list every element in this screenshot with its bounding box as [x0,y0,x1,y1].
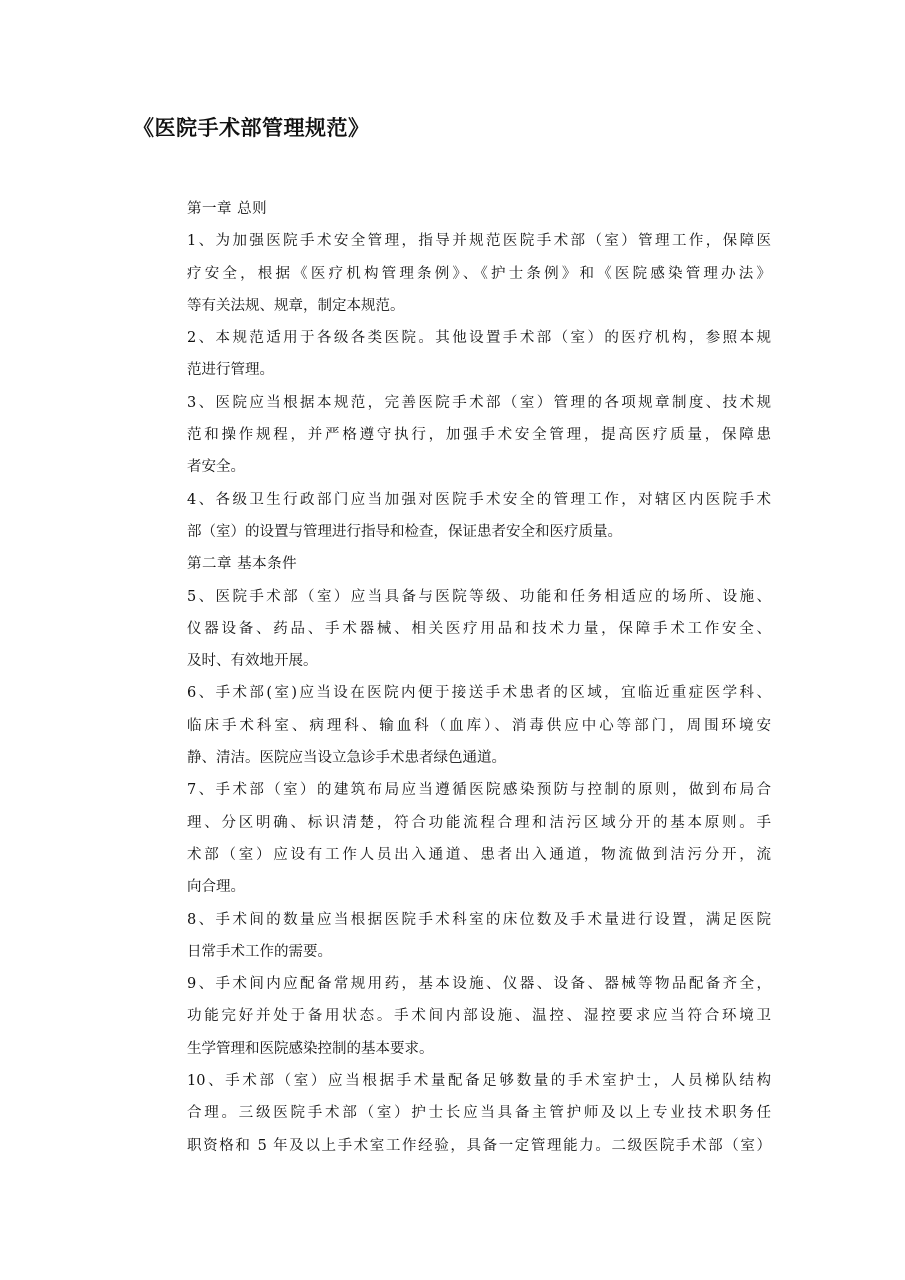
text-line: 部（室）的设置与管理进行指导和检查，保证患者安全和医疗质量。 [187,523,622,540]
chapter-heading: 第一章 总则 [187,201,268,217]
text-line: 2、本规范适用于各级各类医院。其他设置手术部（室）的医疗机构，参照本规 [187,330,771,347]
chapter-heading: 第二章 基本条件 [187,556,298,573]
text-line: 功能完好并处于备用状态。手术间内部设施、温控、湿控要求应当符合环境卫 [187,1008,771,1025]
document-body [187,193,771,1162]
text-line: 仪器设备、药品、手术器械、相关医疗用品和技术力量，保障手术工作安全、 [187,620,771,637]
text-line: 理、分区明确、标识清楚，符合功能流程合理和洁污区域分开的基本原则。手 [187,814,771,831]
text-line: 6、手术部(室)应当设在医院内便于接送手术患者的区域，宜临近重症医学科、 [187,685,771,702]
text-line: 及时、有效地开展。 [187,653,318,670]
text-line: 等有关法规、规章，制定本规范。 [187,297,405,314]
text-line: 范和操作规程，并严格遵守执行，加强手术安全管理，提高医疗质量，保障患 [187,427,771,444]
text-line: 范进行管理。 [187,362,274,379]
text-line: 合理。三级医院手术部（室）护士长应当具备主管护师及以上专业技术职务任 [187,1105,771,1122]
text-line: 1、为加强医院手术安全管理，指导并规范医院手术部（室）管理工作，保障医 [187,233,771,250]
text-line: 术部（室）应设有工作人员出入通道、患者出入通道，物流做到洁污分开，流 [187,846,771,863]
text-line: 3、医院应当根据本规范，完善医院手术部（室）管理的各项规章制度、技术规 [187,394,771,411]
document-title: 《医院手术部管理规范》 [133,116,370,140]
text-line: 临床手术科室、病理科、输血科（血库）、消毒供应中心等部门，周围环境安 [187,717,771,734]
text-line: 职资格和 5 年及以上手术室工作经验，具备一定管理能力。二级医院手术部（室） [187,1137,771,1154]
text-line: 生学管理和医院感染控制的基本要求。 [187,1040,434,1057]
text-line: 4、各级卫生行政部门应当加强对医院手术安全的管理工作，对辖区内医院手术 [187,491,771,508]
text-line: 静、清洁。医院应当设立急诊手术患者绿色通道。 [187,750,506,767]
text-line: 10、手术部（室）应当根据手术量配备足够数量的手术室护士，人员梯队结构 [187,1073,771,1090]
text-line: 者安全。 [187,459,245,476]
text-line: 8、手术间的数量应当根据医院手术科室的床位数及手术量进行设置，满足医院 [187,911,771,928]
text-line: 向合理。 [187,879,245,896]
text-line: 7、手术部（室）的建筑布局应当遵循医院感染预防与控制的原则，做到布局合 [187,782,771,799]
text-line: 疗安全，根据《医疗机构管理条例》、《护士条例》和《医院感染管理办法》 [187,265,771,282]
text-line: 5、医院手术部（室）应当具备与医院等级、功能和任务相适应的场所、设施、 [187,588,771,605]
text-line: 日常手术工作的需要。 [187,943,332,960]
text-line: 9、手术间内应配备常规用药，基本设施、仪器、设备、器械等物品配备齐全， [187,976,771,993]
